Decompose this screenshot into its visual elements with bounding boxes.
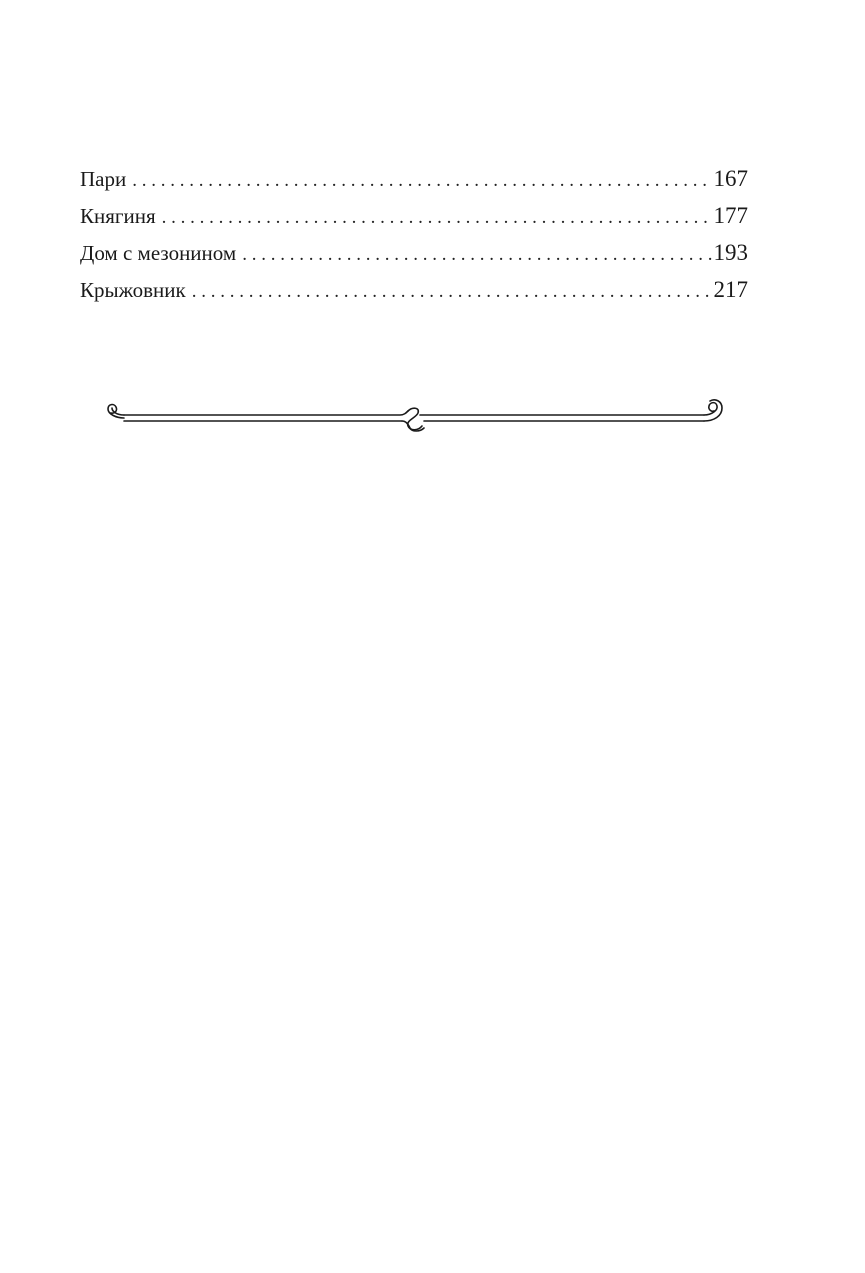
toc-entry[interactable] — [80, 234, 748, 271]
toc-entry-page: 177 — [713, 203, 748, 228]
flourish-divider-icon — [100, 398, 728, 442]
toc-entry[interactable] — [80, 271, 748, 308]
toc-entry[interactable] — [80, 160, 748, 197]
toc-dot-leader — [192, 273, 712, 310]
toc-entry-page: 167 — [713, 166, 748, 191]
toc-dot-leader — [242, 236, 711, 273]
table-of-contents — [80, 160, 748, 308]
toc-entry-page: 193 — [713, 240, 748, 265]
toc-entry-title: Княгиня — [80, 204, 156, 228]
toc-entry-title: Дом с мезонином — [80, 241, 237, 265]
toc-entry-page: 217 — [713, 277, 748, 302]
toc-entry[interactable] — [80, 197, 748, 234]
toc-dot-leader — [162, 199, 712, 236]
toc-dot-leader — [132, 162, 711, 199]
toc-entry-title: Крыжовник — [80, 278, 186, 302]
toc-entry-title: Пари — [80, 167, 127, 191]
